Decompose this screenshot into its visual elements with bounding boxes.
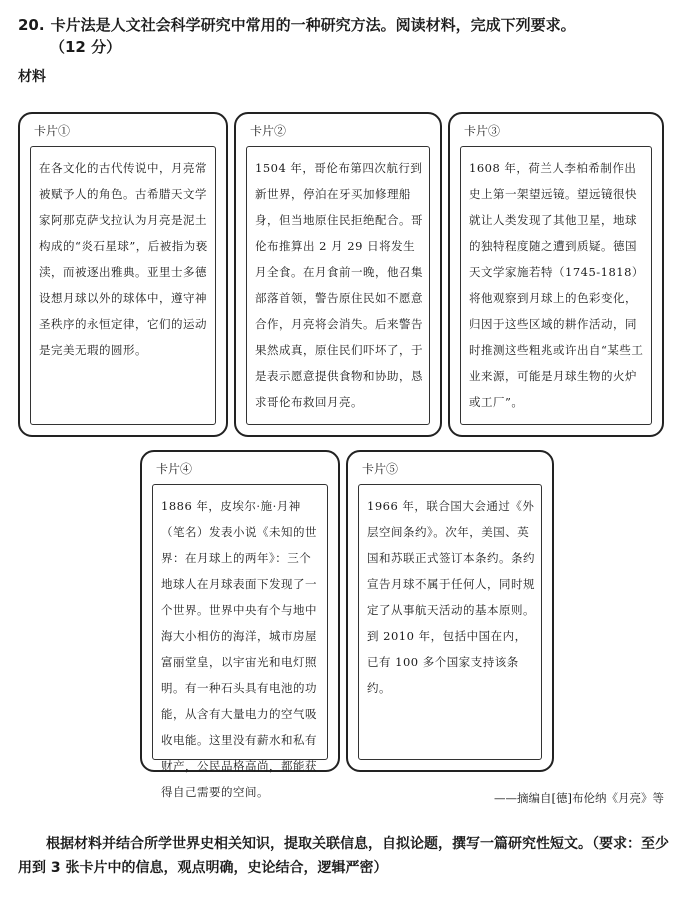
card-3 xyxy=(448,112,664,437)
card-5-body: 1966 年，联合国大会通过《外层空间条约》。次年，美国、英国和苏联正式签订本条约。条约宣告月球不属于任何人，同时规定了从事航天活动的基本原则。到 2010 年，包括中国在内，已有 100 多个国家支持该条约。 xyxy=(358,484,542,760)
card-3-title: 卡片③ xyxy=(464,124,501,138)
task-requirement: 根据材料并结合所学世界史相关知识，提取关联信息，自拟论题，撰写一篇研究性短文。（要求：至少用到 3 张卡片中的信息，观点明确，史论结合，逻辑严密） xyxy=(18,836,669,876)
card-2-body: 1504 年，哥伦布第四次航行到新世界，停泊在牙买加修理船身，但当地原住民拒绝配合。哥伦布推算出 2 月 29 日将发生月全食。在月食前一晚，他召集部落首领，警告原住民如不愿意合作，月亮将会消失。后来警告果然成真，原住民们吓坏了，于是表示愿意提供食物和协助，恳求哥伦布救回月亮。 xyxy=(246,146,430,425)
card-5 xyxy=(346,450,554,772)
card-5-title: 卡片⑤ xyxy=(362,462,399,476)
card-2 xyxy=(234,112,442,437)
question-text: 卡片法是人文社会科学研究中常用的一种研究方法。阅读材料，完成下列要求。 xyxy=(50,16,576,34)
card-1 xyxy=(18,112,228,437)
card-1-body: 在各文化的古代传说中，月亮常被赋予人的角色。古希腊天文学家阿那克萨戈拉认为月亮是泥土构成的“炎石星球”，后被指为亵渎，而被逐出雅典。亚里士多德设想月球以外的球体中，遵守神圣秩序的永恒定律，它们的运动是完美无瑕的圆形。 xyxy=(30,146,216,425)
material-label: 材料 xyxy=(18,69,46,85)
card-3-body: 1608 年，荷兰人李柏希制作出史上第一架望远镜。望远镜很快就让人类发现了其他卫星，地球的独特程度随之遭到质疑。德国天文学家施若特（1745-1818）将他观察到月球上的色彩变化，归因于这些区域的耕作活动，同时推测这些粗兆或许出自“某些工业来源，可能是月球生物的火炉或工厂”。 xyxy=(460,146,652,425)
card-1-title: 卡片① xyxy=(34,124,71,138)
question-stem xyxy=(18,14,678,58)
card-2-title: 卡片② xyxy=(250,124,287,138)
question-score: （12 分） xyxy=(50,38,122,56)
card-4-title: 卡片④ xyxy=(156,462,193,476)
card-4 xyxy=(140,450,340,799)
question-number: 20. xyxy=(18,16,45,34)
source-citation: ——摘编自[德]布伦纳《月亮》等 xyxy=(494,791,664,805)
card-4-body: 1886 年，皮埃尔·施·月神（笔名）发表小说《未知的世界：在月球上的两年》：三个地球人在月球表面下发现了一个世界。世界中央有个与地中海大小相仿的海洋，城市房屋富丽堂皇，以宇宙光和电灯照明。有一种石头具有电池的功能，从含有大量电力的空气吸收电能。这里没有薪水和私有财产，公民品格高尚，都能获得自己需要的空间。 xyxy=(152,484,328,760)
